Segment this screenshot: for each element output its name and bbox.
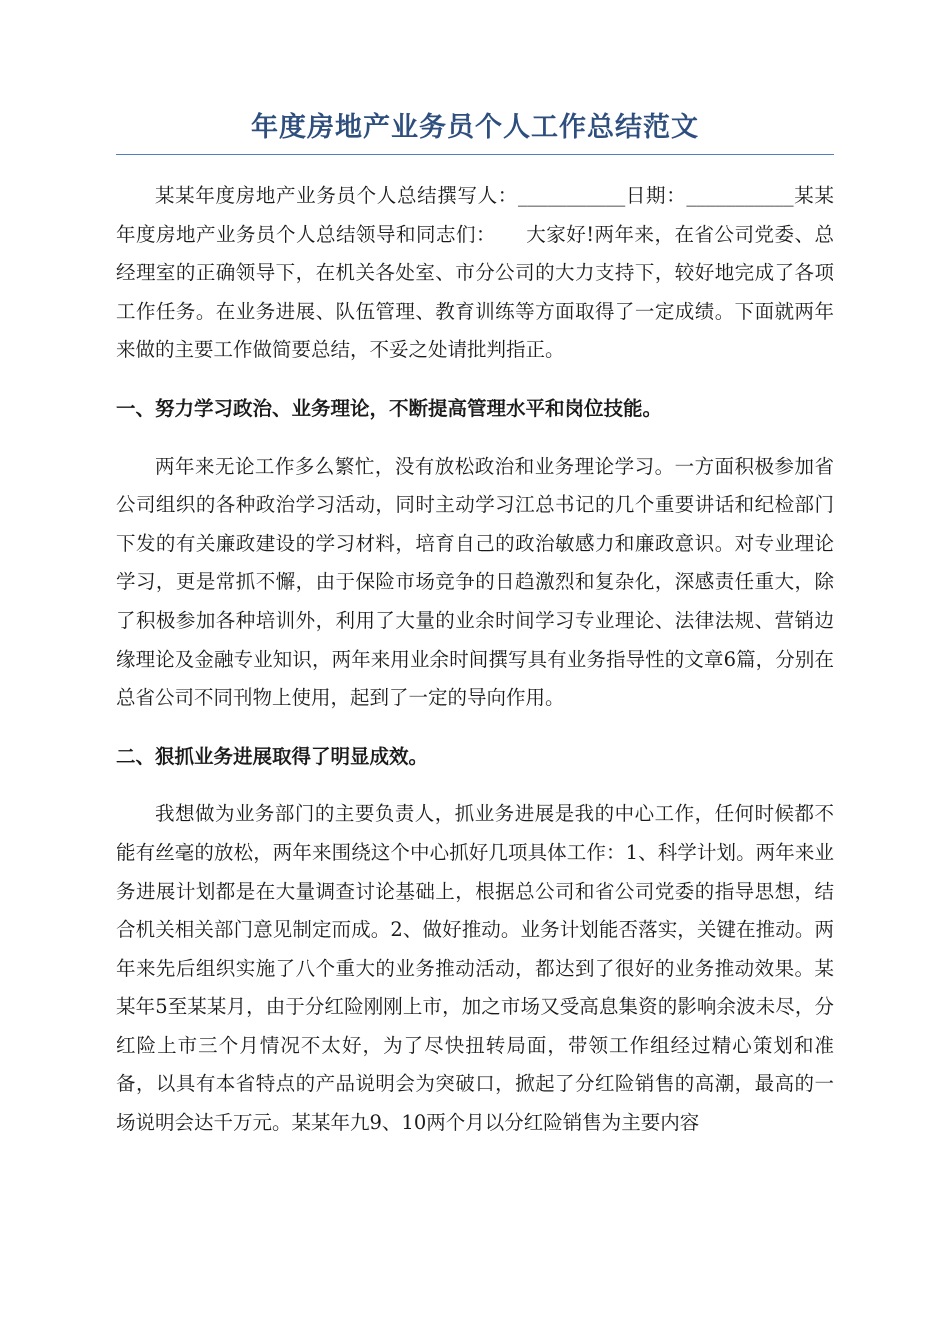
author-blank: ___________	[517, 184, 626, 207]
section-2-body: 我想做为业务部门的主要负责人，抓业务进展是我的中心工作，任何时候都不能有丝毫的放松，两年来围绕这个中心抓好几项具体工作：1、科学计划。两年来业务进展计划都是在大量调查讨论基础上，根据总公司和省公司党委的指导思想，结合机关相关部门意见制定而成。2、做好推动。业务计划能否落实，关键在推动。两年来先后组织实施了八个重大的业务推动活动，都达到了很好的业务推动效果。某某年5至某某月，由于分红险刚刚上市，加之市场又受高息集资的影响余波未尽，分红险上市三个月情况不太好，为了尽快扭转局面，带领工作组经过精心策划和准备，以具有本省特点的产品说明会为突破口，掀起了分红险销售的高潮，最高的一场说明会达千万元。某某年九9、10两个月以分红险销售为主要内容	[116, 802, 834, 1135]
section-2-heading: 二、狠抓业务进展取得了明显成效。	[116, 744, 429, 768]
section-1-heading: 一、努力学习政治、业务理论，不断提高管理水平和岗位技能。	[116, 396, 663, 420]
document-title: 年度房地产业务员个人工作总结范文	[116, 108, 834, 155]
intro-paragraph	[116, 177, 834, 370]
date-blank: ___________	[686, 184, 794, 207]
intro-text-2: 日期：	[625, 184, 687, 207]
section-1-body: 两年来无论工作多么繁忙，没有放松政治和业务理论学习。一方面积极参加省公司组织的各种政治学习活动，同时主动学习江总书记的几个重要讲话和纪检部门下发的有关廉政建设的学习材料，培育自己的政治敏感力和廉政意识。对专业理论学习，更是常抓不懈，由于保险市场竞争的日趋激烈和复杂化，深感责任重大，除了积极参加各种培训外，利用了大量的业余时间学习专业理论、法律法规、营销边缘理论及金融专业知识，两年来用业余时间撰写具有业务指导性的文章6篇，分别在总省公司不同刊物上使用，起到了一定的导向作用。	[116, 454, 834, 710]
intro-text-3: 某某年度房地产业务员个人总结领导和同志们： 大家好!两年来，在省公司党委、总经理室的正确领导下，在机关各处室、市分公司的大力支持下，较好地完成了各项工作任务。在业务进展、队伍管理、教育训练等方面取得了一定成绩。下面就两年来做的主要工作做简要总结，不妥之处请批判指正。	[116, 184, 834, 362]
document-page	[116, 108, 834, 1143]
intro-text-1: 某某年度房地产业务员个人总结撰写人：	[155, 184, 518, 207]
